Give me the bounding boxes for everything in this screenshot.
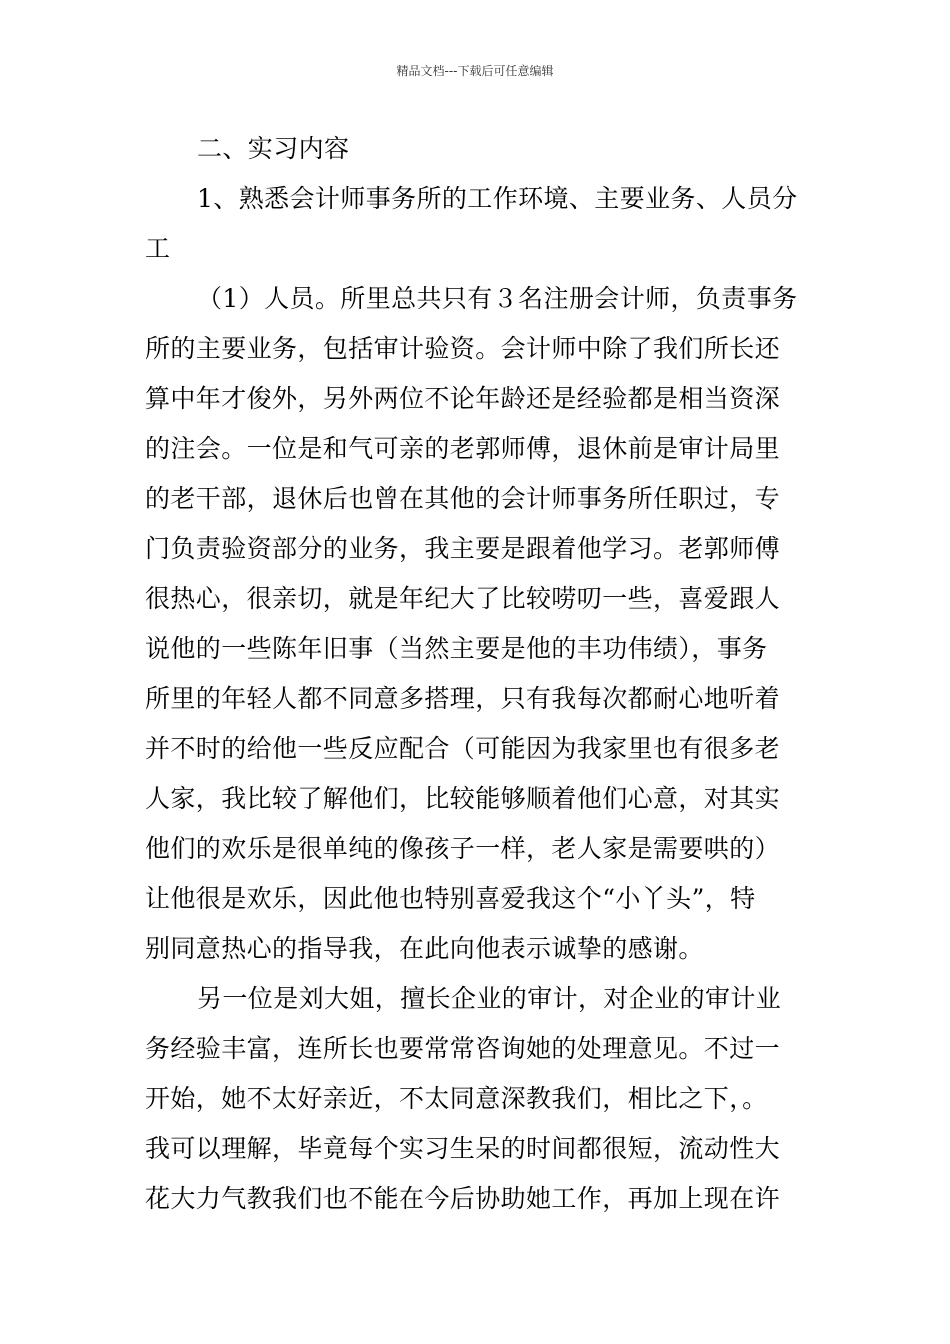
body-line: 的注会。一位是和气可亲的老郭师傅，退休前是审计局里 — [145, 434, 781, 463]
body-line: 很热心，很亲切，就是年纪大了比较唠叨一些，喜爱跟人 — [145, 584, 781, 613]
body-line: 算中年才俊外，另外两位不论年龄还是经验都是相当资深 — [145, 384, 781, 413]
body-line: 的老干部，退休后也曾在其他的会计师事务所任职过，专 — [145, 484, 781, 513]
body-line: 门负责验资部分的业务，我主要是跟着他学习。老郭师傅 — [145, 534, 781, 563]
body-line: （1）人员。所里总共只有３名注册会计师，负责事务 — [197, 284, 798, 313]
body-line: 另一位是刘大姐，擅长企业的审计，对企业的审计业 — [197, 984, 782, 1013]
body-line: 别同意热心的指导我，在此向他表示诚挚的感谢。 — [145, 934, 704, 963]
body-line: 开始，她不太好亲近，不太同意深教我们，相比之下，。 — [145, 1084, 768, 1113]
body-line: 工 — [145, 234, 171, 263]
body-line: 他们的欢乐是很单纯的像孩子一样，老人家是需要哄的） — [145, 834, 781, 863]
body-line: 所的主要业务，包括审计验资。会计师中除了我们所长还 — [145, 334, 781, 363]
body-line: 说他的一些陈年旧事（当然主要是他的丰功伟绩），事务 — [145, 634, 768, 663]
body-line: 所里的年轻人都不同意多搭理，只有我每次都耐心地听着 — [145, 684, 781, 713]
body-line: 我可以理解，毕竟每个实习生呆的时间都很短，流动性大 — [145, 1134, 781, 1163]
body-line: 让他很是欢乐，因此他也特别喜爱我这个“小丫头”，特 — [145, 884, 756, 913]
section-heading: 二、实习内容 — [197, 134, 350, 163]
page-header: 精品文档---下载后可任意编辑 — [396, 64, 554, 78]
subsection-heading: 1、熟悉会计师事务所的工作环境、主要业务、人员分 — [197, 184, 798, 213]
body-line: 花大力气教我们也不能在今后协助她工作，再加上现在许 — [145, 1184, 781, 1213]
body-line: 人家，我比较了解他们，比较能够顺着他们心意，对其实 — [145, 784, 781, 813]
body-line: 并不时的给他一些反应配合（可能因为我家里也有很多老 — [145, 734, 781, 763]
body-line: 务经验丰富，连所长也要常常咨询她的处理意见。不过一 — [145, 1034, 781, 1063]
